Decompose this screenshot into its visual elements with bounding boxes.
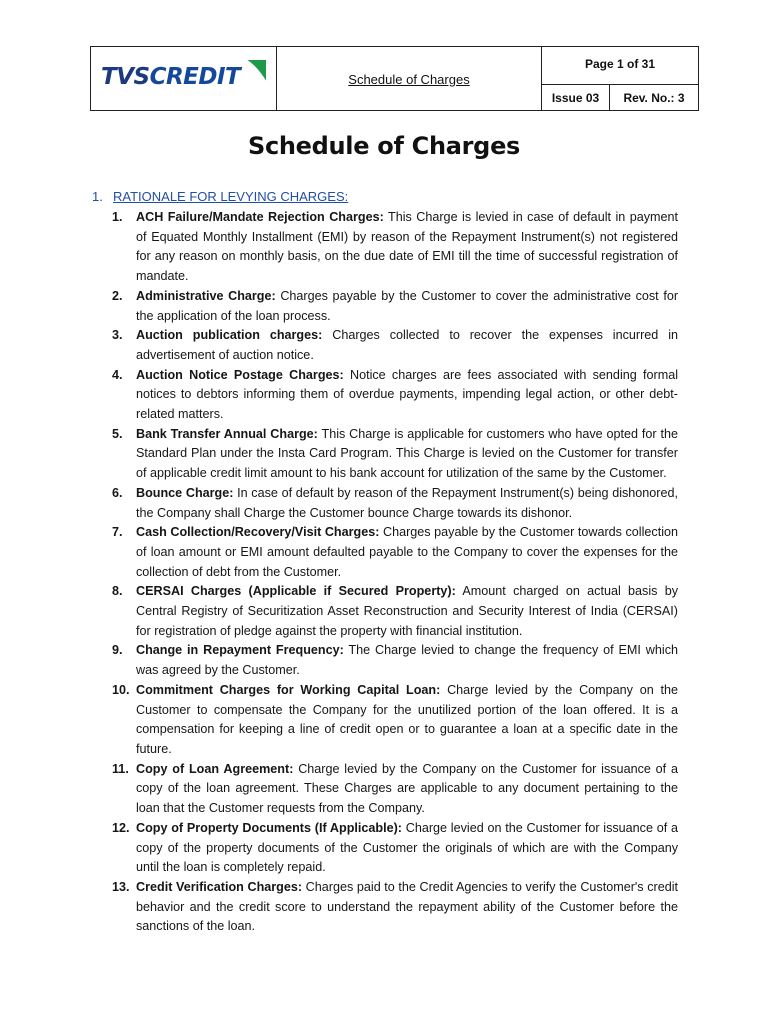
- list-item: [112, 366, 678, 425]
- logo-swoosh-icon: [244, 58, 268, 84]
- item-term: Copy of Loan Agreement:: [136, 761, 294, 776]
- item-body: [136, 878, 678, 937]
- item-description: This Charge is applicable for customers who have opted for the Standard Plan under the Insta Card Program. This Charge is levied on the Customer for transfer of applicable credit limit amount to his bank account for utilization of the same by the Customer.: [136, 426, 678, 481]
- list-item: [112, 287, 678, 326]
- item-body: [136, 366, 678, 425]
- header-title: Schedule of Charges: [348, 72, 470, 87]
- item-number: 6.: [112, 485, 123, 500]
- list-item: [112, 760, 678, 819]
- item-description: Charges paid to the Credit Agencies to verify the Customer's credit behavior and the credit score to understand the repayment ability of the Customer before the sanctions of the loan.: [136, 879, 679, 934]
- item-number: 9.: [112, 643, 123, 658]
- item-description: Charge levied on the Customer for issuance of a copy of the property documents of the Customer the originals of which are with the Company until the loan is completely repaid.: [136, 820, 678, 875]
- list-item: [112, 582, 678, 641]
- item-number: 10.: [112, 682, 130, 697]
- item-number: 1.: [112, 210, 123, 224]
- item-body: [136, 582, 678, 641]
- logo-wordmark: [101, 66, 240, 89]
- item-term: Copy of Property Documents (If Applicable):: [136, 820, 402, 835]
- list-item: [112, 819, 678, 878]
- item-term: CERSAI Charges (Applicable if Secured Property):: [136, 584, 456, 599]
- list-item: [112, 484, 678, 523]
- company-logo: [91, 47, 277, 110]
- header-meta-cell: [542, 47, 698, 110]
- item-description: Charges payable by the Customer to cover the administrative cost for the application of the loan process.: [136, 288, 679, 323]
- item-description: In case of default by reason of the Repayment Instrument(s) being dishonored, the Company shall Charge the Customer bounce Charge towards its dishonor.: [136, 485, 679, 520]
- item-description: Charges payable by the Customer towards collection of loan amount or EMI amount defaulted payable to the Company to cover the expenses for the collection of debt from the Customer.: [136, 525, 678, 579]
- item-body: [136, 819, 678, 878]
- list-item: [112, 523, 678, 582]
- item-body: [136, 760, 678, 819]
- item-term: Credit Verification Charges:: [136, 879, 303, 894]
- list-item: [112, 681, 678, 760]
- revision-number: Rev. No.: 3: [623, 90, 685, 105]
- header-revision-row: [542, 85, 698, 110]
- item-body: [136, 326, 678, 365]
- item-term: Change in Repayment Frequency:: [136, 643, 344, 658]
- item-number: 13.: [112, 879, 130, 894]
- item-description: Amount charged on actual basis by Central Registry of Securitization Asset Reconstruction and Security Interest of India (CERSAI) for registration of pledge against the property with financial institution.: [136, 584, 679, 638]
- item-number: 4.: [112, 367, 123, 382]
- issue-number: Issue 03: [542, 85, 610, 110]
- item-body: [136, 425, 678, 484]
- item-number: 8.: [112, 584, 123, 599]
- item-body: [136, 287, 678, 326]
- header-title-cell: [277, 47, 542, 110]
- item-body: [136, 681, 678, 760]
- item-description: This Charge is levied in case of default in payment of Equated Monthly Installment (EMI) by reason of the Repayment Instrument(s) not registered for any reason on monthly basis, on the due date of EMI till the time of successful registration of mandate.: [136, 210, 678, 284]
- charges-list: [112, 208, 678, 937]
- list-item: [112, 878, 678, 937]
- item-term: Bank Transfer Annual Charge:: [136, 426, 318, 441]
- item-term: Commitment Charges for Working Capital Loan:: [136, 682, 441, 697]
- item-number: 2.: [112, 288, 123, 303]
- item-number: 7.: [112, 525, 123, 540]
- list-item: [112, 208, 678, 287]
- item-description: The Charge levied to change the frequency of EMI which was agreed by the Customer.: [136, 643, 679, 678]
- document-header: [90, 46, 699, 111]
- item-number: 5.: [112, 426, 123, 441]
- item-description: Charge levied by the Company on the Customer to compensate the Company for the unutilized portion of the loan offered. It is a compensation for keeping a line of credit open or to guarantee a loan at a specific date in the future.: [136, 682, 678, 756]
- item-term: ACH Failure/Mandate Rejection Charges:: [136, 210, 384, 224]
- item-body: [136, 523, 678, 582]
- item-term: Auction Notice Postage Charges:: [136, 367, 344, 382]
- section-heading: [92, 189, 348, 204]
- logo-tvs: TVS: [101, 64, 150, 90]
- item-body: [136, 208, 678, 287]
- page-number: Page 1 of 31: [542, 47, 698, 85]
- item-number: 11.: [112, 761, 129, 776]
- item-body: [136, 484, 678, 523]
- list-item: [112, 425, 678, 484]
- list-item: [112, 326, 678, 365]
- section-number: 1.: [92, 189, 103, 204]
- item-term: Bounce Charge:: [136, 485, 234, 500]
- item-description: Charge levied by the Company on the Customer for issuance of a copy of the loan agreement. These Charges are applicable to any document pertaining to the loan that the Customer requests from the Company.: [136, 761, 678, 816]
- item-description: Notice charges are fees associated with sending formal notices to debtors informing them of overdue payments, impending legal action, or other debt-related matters.: [136, 367, 678, 422]
- item-body: [136, 641, 678, 680]
- list-item: [112, 641, 678, 680]
- document-title: Schedule of Charges: [247, 132, 521, 160]
- item-term: Administrative Charge:: [136, 288, 276, 303]
- item-number: 3.: [112, 328, 123, 343]
- item-term: Auction publication charges:: [136, 328, 323, 343]
- logo-credit: CREDIT: [149, 64, 241, 90]
- item-description: Charges collected to recover the expenses incurred in advertisement of auction notice.: [136, 328, 679, 362]
- item-number: 12.: [112, 820, 130, 835]
- item-term: Cash Collection/Recovery/Visit Charges:: [136, 525, 380, 540]
- section-heading-text: RATIONALE FOR LEVYING CHARGES:: [113, 189, 349, 204]
